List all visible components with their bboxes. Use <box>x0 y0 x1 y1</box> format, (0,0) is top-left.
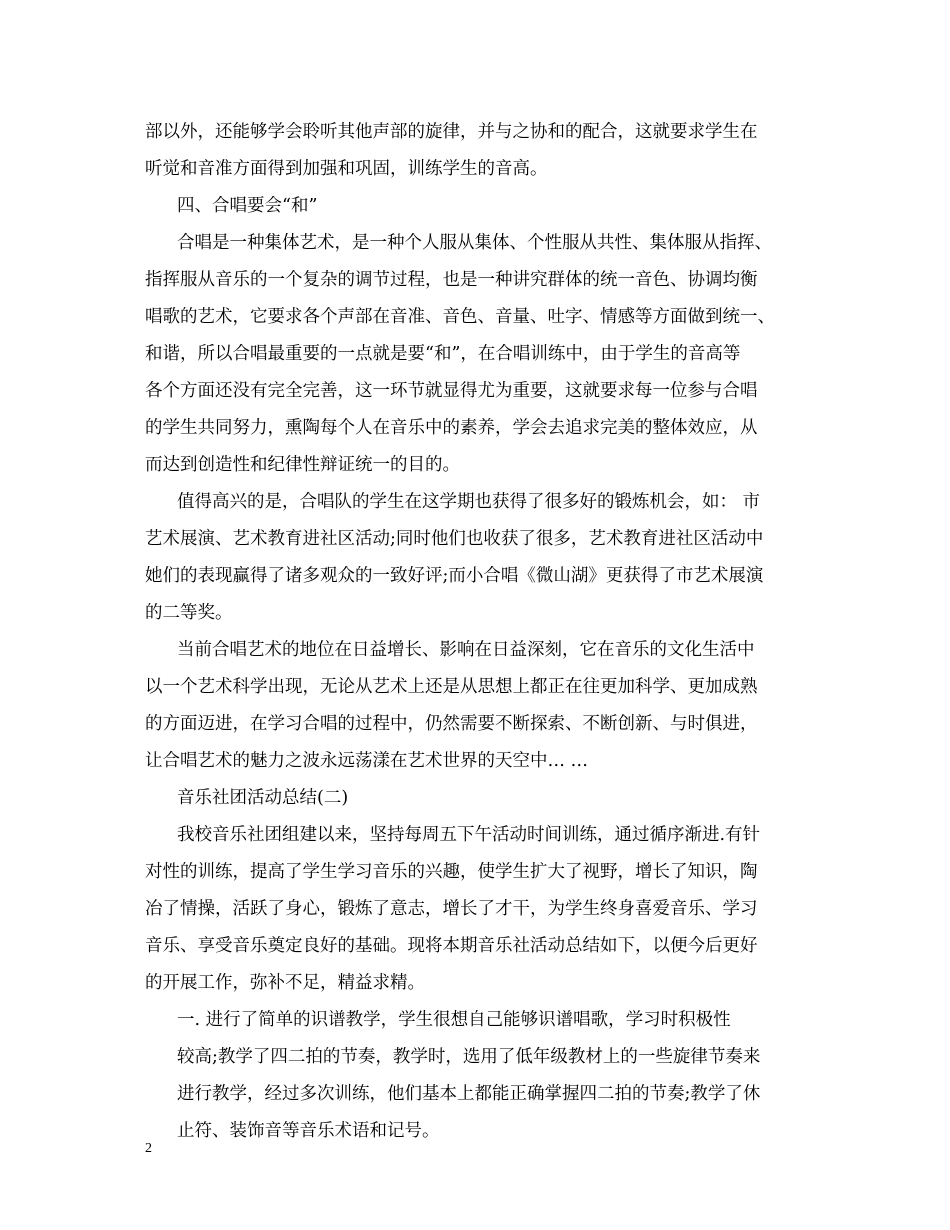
text-line: 的学生共同努力，熏陶每个人在音乐中的素养，学会去追求完美的整体效应，从 <box>145 418 758 438</box>
text-line: 合唱是一种集体艺术，是一种个人服从集体、个性服从共性、集体服从指挥、 <box>177 233 772 253</box>
text-line: 一. 进行了简单的识谱教学，学生很想自己能够识谱唱歌，学习时积极性 <box>177 1010 731 1030</box>
text-line: 当前合唱艺术的地位在日益增长、影响在日益深刻，它在音乐的文化生活中 <box>177 640 755 660</box>
page-number: 2 <box>145 1141 152 1156</box>
text-line: 唱歌的艺术，它要求各个声部在音准、音色、音量、吐字、情感等方面做到统一、 <box>145 307 775 327</box>
section-heading: 四、合唱要会“和” <box>177 196 318 216</box>
text-line: 让合唱艺术的魅力之波永远荡漾在艺术世界的天空中… … <box>145 751 589 771</box>
text-line: 指挥服从音乐的一个复杂的调节过程，也是一种讲究群体的统一音色、协调均衡 <box>145 270 758 290</box>
text-line: 止符、装饰音等音乐术语和记号。 <box>177 1121 440 1141</box>
text-line: 而达到创造性和纪律性辩证统一的目的。 <box>145 455 460 475</box>
text-line: 音乐、享受音乐奠定良好的基础。现将本期音乐社活动总结如下，以便今后更好 <box>145 936 758 956</box>
text-line: 听觉和音准方面得到加强和巩固，训练学生的音高。 <box>145 159 548 179</box>
text-line: 艺术展演、艺术教育进社区活动;同时他们也收获了很多，艺术教育进社区活动中 <box>145 529 764 549</box>
text-line: 的方面迈进，在学习合唱的过程中，仍然需要不断探索、不断创新、与时俱进， <box>145 714 758 734</box>
text-line: 各个方面还没有完全完善，这一环节就显得尤为重要，这就要求每一位参与合唱 <box>145 381 758 401</box>
text-line: 冶了情操，活跃了身心，锻炼了意志，增长了才干，为学生终身喜爱音乐、学习 <box>145 899 758 919</box>
text-line: 的开展工作，弥补不足，精益求精。 <box>145 973 425 993</box>
text-line: 进行教学，经过多次训练，他们基本上都能正确掌握四二拍的节奏;教学了休 <box>177 1084 761 1104</box>
text-line: 我校音乐社团组建以来，坚持每周五下午活动时间训练，通过循序渐进.有针 <box>177 825 761 845</box>
text-line: 部以外，还能够学会聆听其他声部的旋律，并与之协和的配合，这就要求学生在 <box>145 122 758 142</box>
text-line: 和谐，所以合唱最重要的一点就是要“和”，在合唱训练中，由于学生的音高等 <box>145 344 741 364</box>
text-line: 的二等奖。 <box>145 603 233 623</box>
text-line: 对性的训练，提高了学生学习音乐的兴趣，使学生扩大了视野，增长了知识，陶 <box>145 862 758 882</box>
text-line: 较高;教学了四二拍的节奏，教学时，选用了低年级教材上的一些旋律节奏来 <box>177 1047 761 1067</box>
text-line: 值得高兴的是，合唱队的学生在这学期也获得了很多好的锻炼机会，如： 市 <box>177 492 761 512</box>
text-line: 她们的表现赢得了诸多观众的一致好评;而小合唱《微山湖》更获得了市艺术展演 <box>145 566 764 586</box>
text-line: 以一个艺术科学出现，无论从艺术上还是从思想上都正在往更加科学、更加成熟 <box>145 677 758 697</box>
section-heading: 音乐社团活动总结(二) <box>177 788 349 808</box>
